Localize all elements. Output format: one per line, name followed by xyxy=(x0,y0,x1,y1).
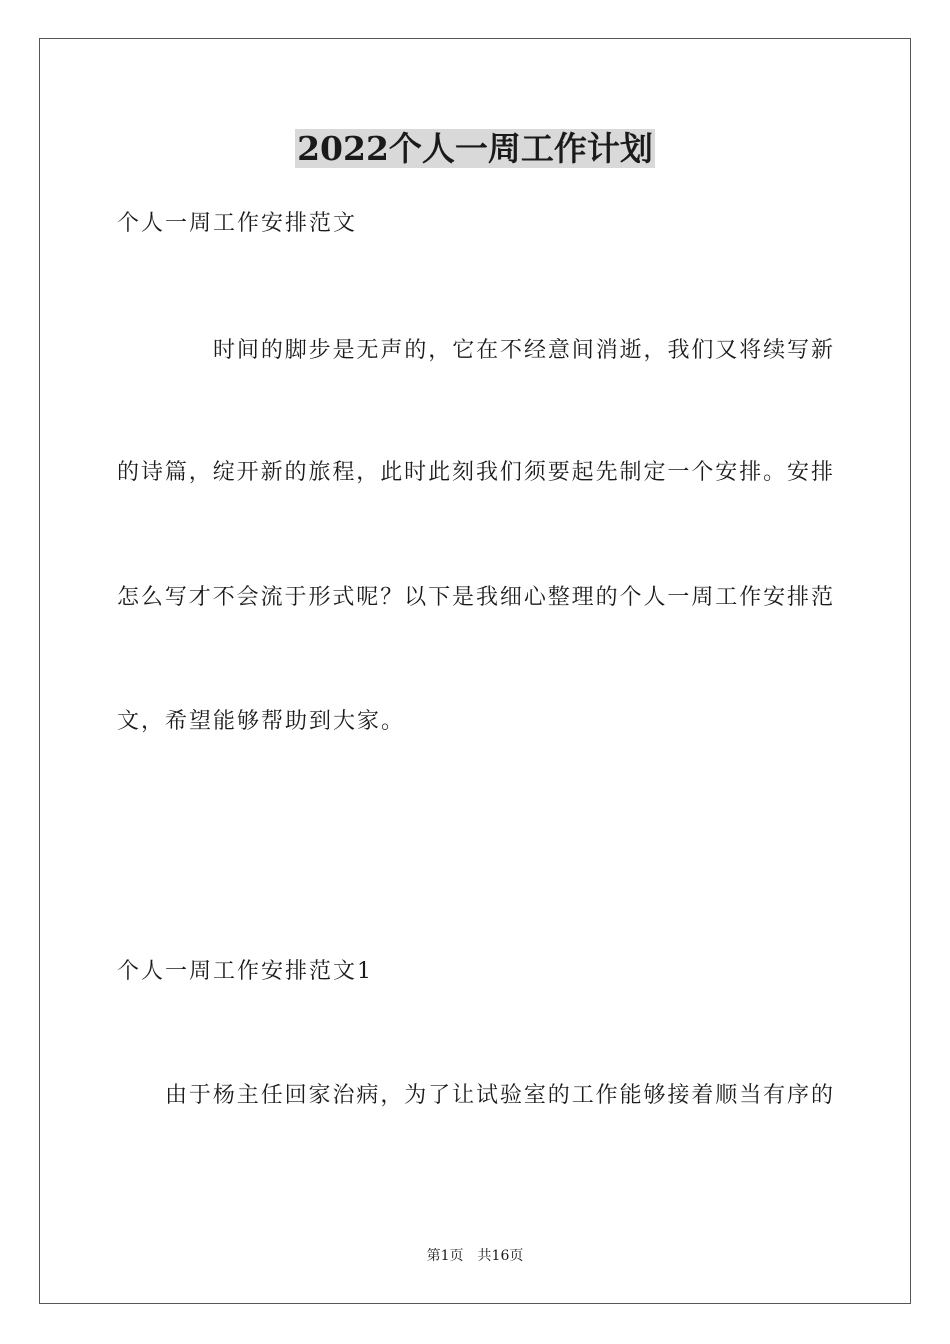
section-1-heading: 个人一周工作安排范文1 xyxy=(117,959,373,984)
paragraph-1-line-2: 的诗篇，绽开新的旅程，此时此刻我们须要起先制定一个安排。安排 xyxy=(117,460,833,485)
paragraph-1-line-1: 时间的脚步是无声的，它在不经意间消逝，我们又将续写新 xyxy=(213,338,833,363)
paragraph-1-line-3: 怎么写才不会流于形式呢？以下是我细心整理的个人一周工作安排范 xyxy=(117,585,833,610)
document-title-text: 2022个人一周工作计划 xyxy=(297,129,653,168)
document-title xyxy=(0,127,950,171)
paragraph-2-line-1: 由于杨主任回家治病，为了让试验室的工作能够接着顺当有序的 xyxy=(165,1083,833,1108)
paragraph-1-line-4: 文，希望能够帮助到大家。 xyxy=(117,709,406,734)
page-footer xyxy=(0,1247,950,1265)
page-total: 共16页 xyxy=(477,1248,524,1264)
document-subtitle: 个人一周工作安排范文 xyxy=(117,211,358,236)
page-number: 第1页 xyxy=(426,1248,464,1264)
